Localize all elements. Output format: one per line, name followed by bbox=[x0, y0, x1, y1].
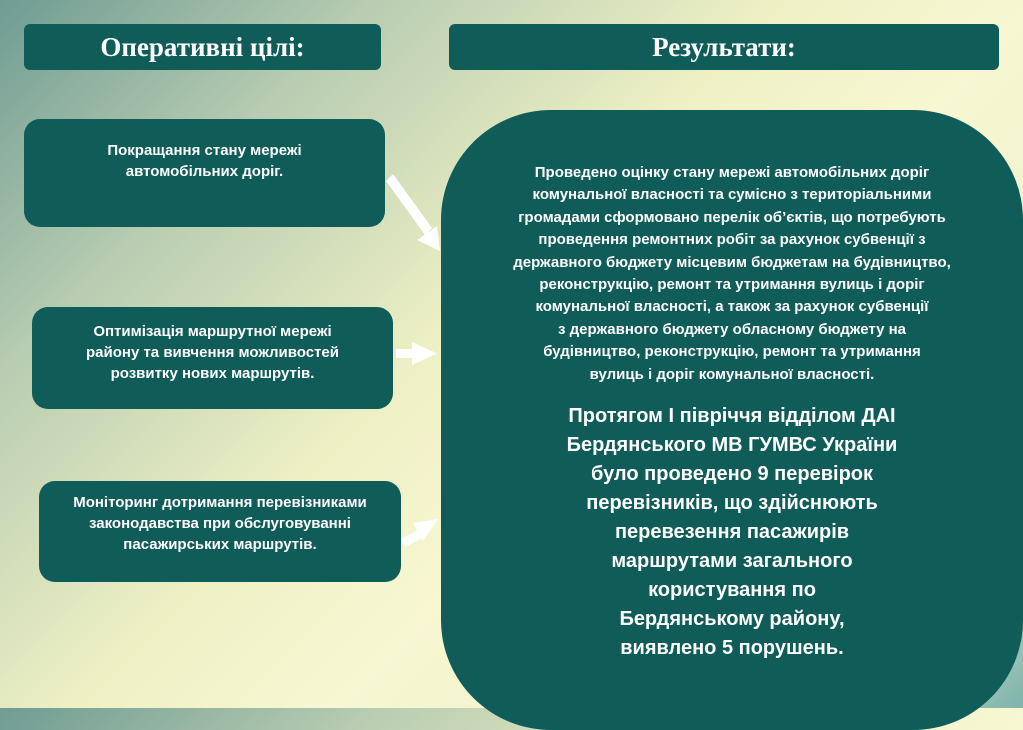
goal-carrier-monitoring-text: Моніторинг дотримання перевізниками законодавства при обслуговуванні пасажирських маршрутів. bbox=[73, 494, 367, 553]
arrow-goal2-icon bbox=[396, 342, 437, 365]
results-paragraph-1: Проведено оцінку стану мережі автомобільних доріг комунальної власності та сумісно з територіальними громадами сформовано перелік об’єктів, що потребують проведення ремонтних робіт за рахунок субвенції з державного бюджету місцевим бюджетам на будівництво, реконструкцію, ремонт та утримання вулиць і доріг комунальної власності, а також за рахунок субвенції з державного бюджету обласному бюджету на будівництво, реконструкцію, ремонт та утримання вулиць і доріг комунальної власності. bbox=[513, 164, 951, 383]
results-paragraph-2: Протягом I півріччя відділом ДАІ Бердянського МВ ГУМВС України було проведено 9 перевірок перевізників, що здійснюють перевезення пасажирів маршрутами загального користування по Бердянському району, виявлено 5 порушень. bbox=[566, 405, 898, 659]
goal-route-optimization-text: Оптимізація маршрутної мережі району та вивчення можливостей розвитку нових маршрутів. bbox=[86, 322, 339, 382]
arrow-goal3-icon bbox=[401, 519, 438, 547]
goals-header: Оперативні цілі: bbox=[24, 24, 381, 70]
results-header: Результати: bbox=[449, 24, 999, 70]
arrow-goal1-icon bbox=[386, 174, 440, 251]
goal-road-network-text: Покращання стану мережі автомобільних доріг. bbox=[107, 142, 302, 180]
